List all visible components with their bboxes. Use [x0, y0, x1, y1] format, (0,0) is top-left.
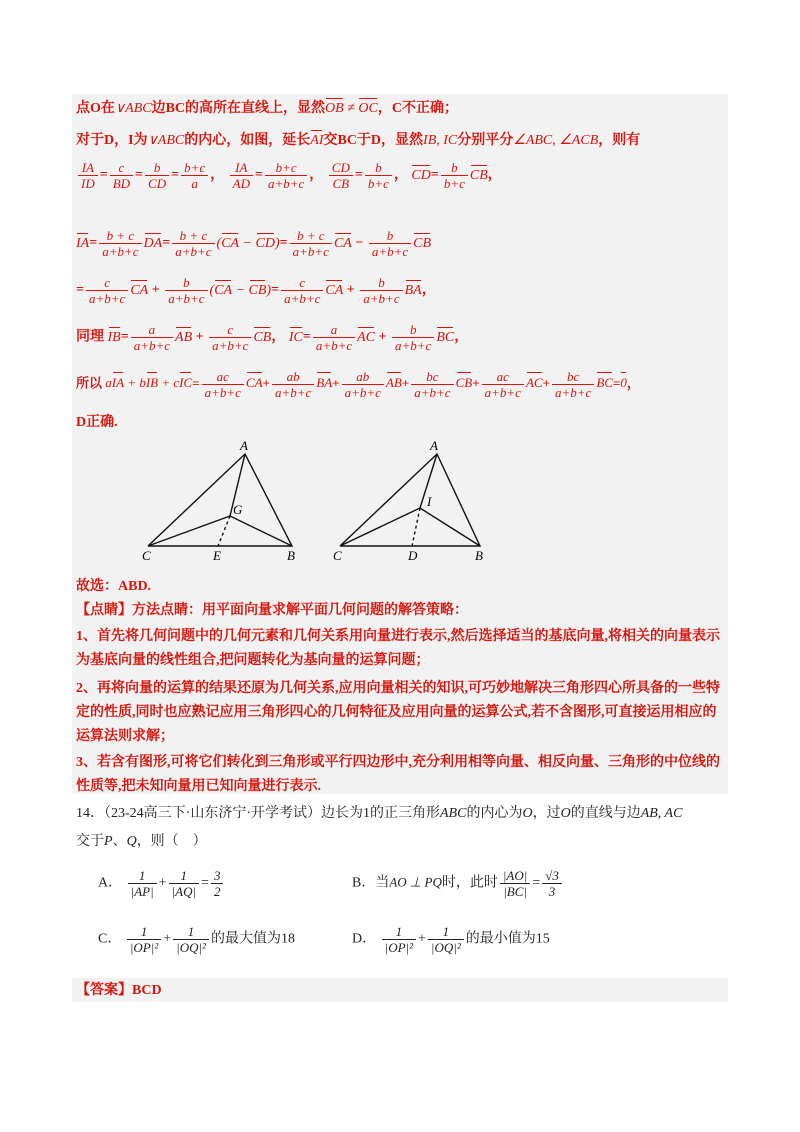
- answer-choice: 故选：ABD.: [76, 579, 152, 594]
- question-source: （23-24高三下·山东济宁·开学考试）: [104, 806, 321, 821]
- tip-2b: 定的性质,同时也应熟记应用三角形四心的几何特征及应用向量的运算公式,若不含图形,可直接运用相应的: [76, 705, 717, 720]
- solution-line-1: 点O在∨ABC边BC的高所在直线上，显然OB ≠ OC，C不正确；: [76, 101, 458, 116]
- label-g: G: [233, 502, 243, 517]
- question-answer: 【答案】BCD: [76, 983, 162, 998]
- label-e: E: [213, 548, 221, 563]
- tip-1b: 为基底向量的线性组合,把问题转化为基向量的运算问题；: [76, 653, 430, 668]
- tip-3b: 性质等,把未知向量用已知向量进行表示.: [76, 779, 321, 794]
- label-c-right: C: [333, 548, 342, 563]
- solution-line-3: $\frac{IA}{ID}$ = $\frac{c}{BD}$ = $\frac{b}{CD}$ = $\frac{b+c}{a}$ ， $\frac{IA}{AD}$ = $\frac{b+c}{a+b+c}$ ， $\frac{CD}{CB}$ = $\frac{b}{b+c}$ ， CD= $\frac{b}{b+c}$ CB，: [76, 160, 502, 191]
- label-a-right: A: [430, 438, 438, 453]
- tip-2a: 2、再将向量的运算的结果还原为几何关系,应用向量相关的知识,可巧妙地解决三角形四心所具备的一些特: [76, 681, 720, 696]
- option-a[interactable]: A． $\frac{1}{|AP|}$ + $\frac{1}{|AQ|}$ = $\frac{3}{2}$: [98, 868, 225, 899]
- option-d[interactable]: D． $\frac{1}{\text{|OP|²}}$ + $\frac{1}{\text{|OQ|²}}$ 的最小值为15: [352, 924, 550, 955]
- option-c[interactable]: C． $\frac{1}{\text{|OP|²}}$ + $\frac{1}{\text{|OQ|²}}$ 的最大值为18: [98, 924, 295, 955]
- tip-title: 【点睛】方法点睛：用平面向量求解平面几何问题的解答策略：: [76, 603, 468, 618]
- label-a-left: A: [240, 438, 248, 453]
- solution-line-6: 同理 IB= $\frac{a}{a+b+c}$ AB + $\frac{c}{a+b+c}$ CB， IC= $\frac{a}{a+b+c}$ AC + $\frac{b}{a+b+c}$ BC，: [76, 322, 469, 353]
- question-line-1: 14．（23-24高三下·山东济宁·开学考试）边长为1的正三角形ABC的内心为O，过O的直线与边AB, AC: [76, 806, 683, 821]
- question-number: 14．: [76, 806, 104, 821]
- solution-line-7: 所以 aIA + bIB + cIC= $\frac{ac}{a+b+c}$ CA+ $\frac{ab}{a+b+c}$ BA+ $\frac{ab}{a+b+c}$ AB+ $\frac{bc}{a+b+c}$ CB+ $\frac{ac}{a+b+c}$ AC+ $\frac{bc}{a+b+c}$ BC=0，: [76, 369, 640, 400]
- question-line-2: 交于P、Q，则（ ）: [76, 834, 207, 849]
- solution-line-5: = $\frac{c}{a+b+c}$ CA + $\frac{b}{a+b+c}$ (CA − CB)= $\frac{c}{a+b+c}$ CA + $\frac{b}{a+b+c}$ BA，: [76, 275, 436, 306]
- solution-line-4: IA= $\frac{b + c}{a+b+c}$ DA= $\frac{b + c}{a+b+c}$ (CA − CD)= $\frac{b + c}{a+b+c}$ CA − $\frac{b}{a+b+c}$ CB: [76, 228, 432, 259]
- triangle-figures: [130, 436, 510, 564]
- label-c-left: C: [142, 548, 151, 563]
- label-b-right: B: [475, 548, 483, 563]
- tip-1a: 1、首先将几何问题中的几何元素和几何关系用向量进行表示,然后选择适当的基底向量,将相关的向量表示: [76, 629, 720, 644]
- label-i: I: [427, 494, 432, 509]
- solution-line-2: 对于D，I为∨ABC的内心，如图，延长AI交BC于D，显然IB, IC分别平分∠ABC, ∠ACB，则有: [76, 133, 641, 148]
- option-b[interactable]: B．当AO ⊥ PQ时，此时 $\frac{|AO|}{|BC|}$ = $\frac{√3}{3}$: [352, 868, 564, 899]
- tip-2c: 运算法则求解；: [76, 729, 174, 744]
- tip-3a: 3、若含有图形,可将它们转化到三角形或平行四边形中,充分利用相等向量、相反向量、三角形的中位线的: [76, 755, 720, 770]
- solution-line-8: D正确.: [76, 415, 118, 430]
- figure-centroid: [148, 454, 292, 546]
- figure-incenter: [340, 454, 480, 546]
- answer-panel: [72, 978, 728, 1002]
- label-d: D: [408, 548, 418, 563]
- label-b-left: B: [287, 548, 295, 563]
